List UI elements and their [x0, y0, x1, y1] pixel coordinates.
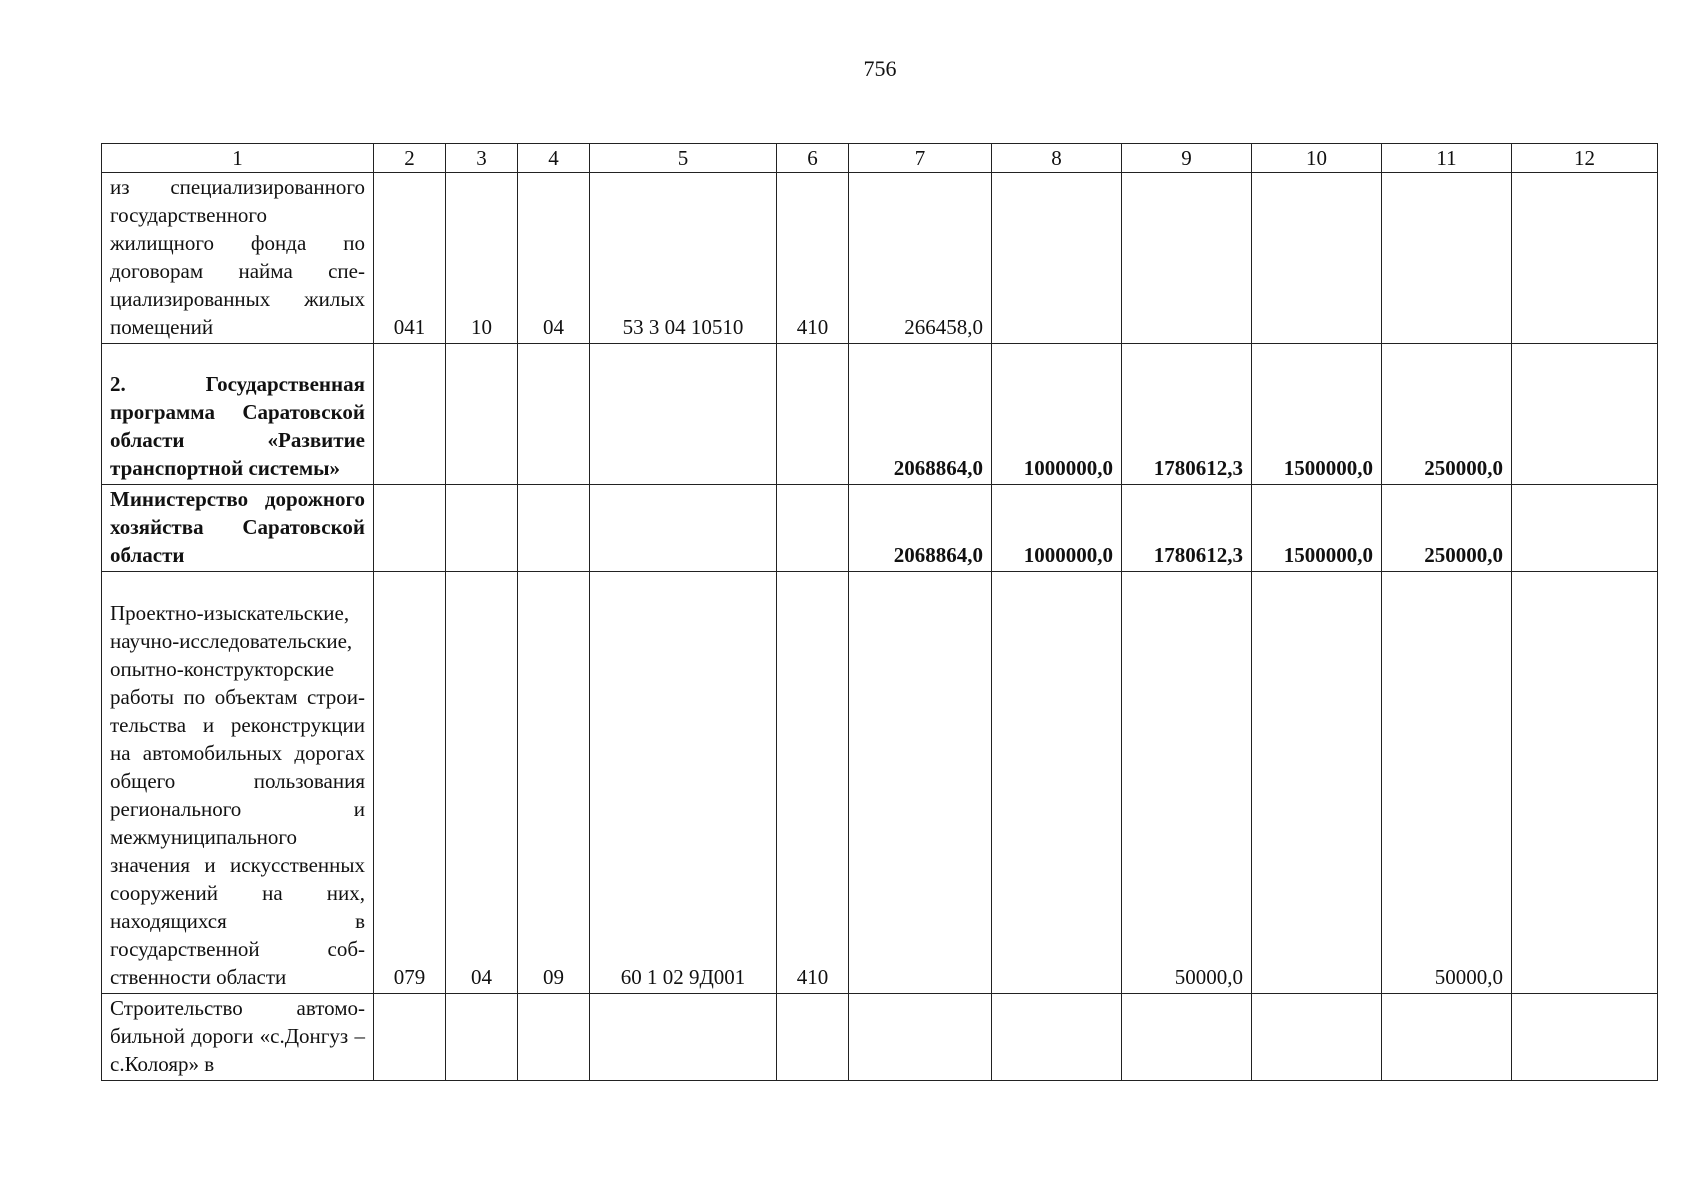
column-header: 7	[849, 144, 992, 173]
cell-c10	[1252, 173, 1382, 344]
cell-c6: 410	[777, 173, 849, 344]
cell-c7: 2068864,0	[849, 344, 992, 485]
cell-c2	[374, 485, 446, 572]
cell-c8	[992, 173, 1122, 344]
cell-c9	[1122, 173, 1252, 344]
cell-c11: 250000,0	[1382, 344, 1512, 485]
cell-c5	[590, 994, 777, 1081]
cell-c10: 1500000,0	[1252, 344, 1382, 485]
column-header: 4	[518, 144, 590, 173]
cell-c2: 079	[374, 572, 446, 994]
cell-c12	[1512, 344, 1658, 485]
table-header-row	[102, 144, 1658, 173]
column-header: 11	[1382, 144, 1512, 173]
budget-table	[101, 143, 1658, 1081]
cell-c8	[992, 572, 1122, 994]
cell-c10	[1252, 994, 1382, 1081]
cell-c3	[446, 344, 518, 485]
cell-c12	[1512, 173, 1658, 344]
cell-c6: 410	[777, 572, 849, 994]
row-name: Проектно-изыскательские, научно-исследовательские, опытно-конструкторские работы по объектам строительства и реконструкции на автомобильных дорогах общего пользования регионального и межмуниципального значения и искусственных сооружений на них, находящихся в государственной собственности области	[102, 572, 374, 994]
cell-c3	[446, 485, 518, 572]
cell-c9: 1780612,3	[1122, 344, 1252, 485]
table-row	[102, 485, 1658, 572]
cell-c4: 09	[518, 572, 590, 994]
cell-c5	[590, 485, 777, 572]
row-name: Министерство дорожного хозяйства Саратовской области	[102, 485, 374, 572]
column-header: 9	[1122, 144, 1252, 173]
cell-c4	[518, 994, 590, 1081]
cell-c9: 1780612,3	[1122, 485, 1252, 572]
cell-c7: 266458,0	[849, 173, 992, 344]
cell-c3: 04	[446, 572, 518, 994]
cell-c9: 50000,0	[1122, 572, 1252, 994]
column-header: 2	[374, 144, 446, 173]
cell-c4	[518, 344, 590, 485]
table-row	[102, 994, 1658, 1081]
cell-c7: 2068864,0	[849, 485, 992, 572]
cell-c11: 50000,0	[1382, 572, 1512, 994]
cell-c5: 60 1 02 9Д001	[590, 572, 777, 994]
cell-c2	[374, 344, 446, 485]
cell-c8: 1000000,0	[992, 344, 1122, 485]
column-header: 12	[1512, 144, 1658, 173]
row-name: Строительство автомобильной дороги «с.Донгуз – с.Колояр» в	[102, 994, 374, 1081]
cell-c12	[1512, 994, 1658, 1081]
column-header: 6	[777, 144, 849, 173]
row-name: 2. Государственная программа Саратовской области «Развитие транспортной системы»	[102, 344, 374, 485]
cell-c7	[849, 994, 992, 1081]
cell-c11	[1382, 994, 1512, 1081]
cell-c12	[1512, 572, 1658, 994]
cell-c6	[777, 994, 849, 1081]
cell-c10	[1252, 572, 1382, 994]
column-header: 8	[992, 144, 1122, 173]
column-header: 10	[1252, 144, 1382, 173]
cell-c6	[777, 344, 849, 485]
cell-c6	[777, 485, 849, 572]
column-header: 1	[102, 144, 374, 173]
cell-c8: 1000000,0	[992, 485, 1122, 572]
cell-c7	[849, 572, 992, 994]
cell-c2: 041	[374, 173, 446, 344]
column-header: 5	[590, 144, 777, 173]
cell-c11: 250000,0	[1382, 485, 1512, 572]
cell-c2	[374, 994, 446, 1081]
cell-c10: 1500000,0	[1252, 485, 1382, 572]
cell-c3	[446, 994, 518, 1081]
cell-c4	[518, 485, 590, 572]
cell-c5	[590, 344, 777, 485]
table-row	[102, 173, 1658, 344]
cell-c11	[1382, 173, 1512, 344]
column-header: 3	[446, 144, 518, 173]
cell-c8	[992, 994, 1122, 1081]
table-row	[102, 344, 1658, 485]
cell-c4: 04	[518, 173, 590, 344]
cell-c12	[1512, 485, 1658, 572]
table-row	[102, 572, 1658, 994]
cell-c3: 10	[446, 173, 518, 344]
cell-c9	[1122, 994, 1252, 1081]
row-name: из специализированного государственного жилищного фонда по договорам найма специализированных жилых помещений	[102, 173, 374, 344]
cell-c5: 53 3 04 10510	[590, 173, 777, 344]
page-number: 756	[863, 56, 897, 81]
